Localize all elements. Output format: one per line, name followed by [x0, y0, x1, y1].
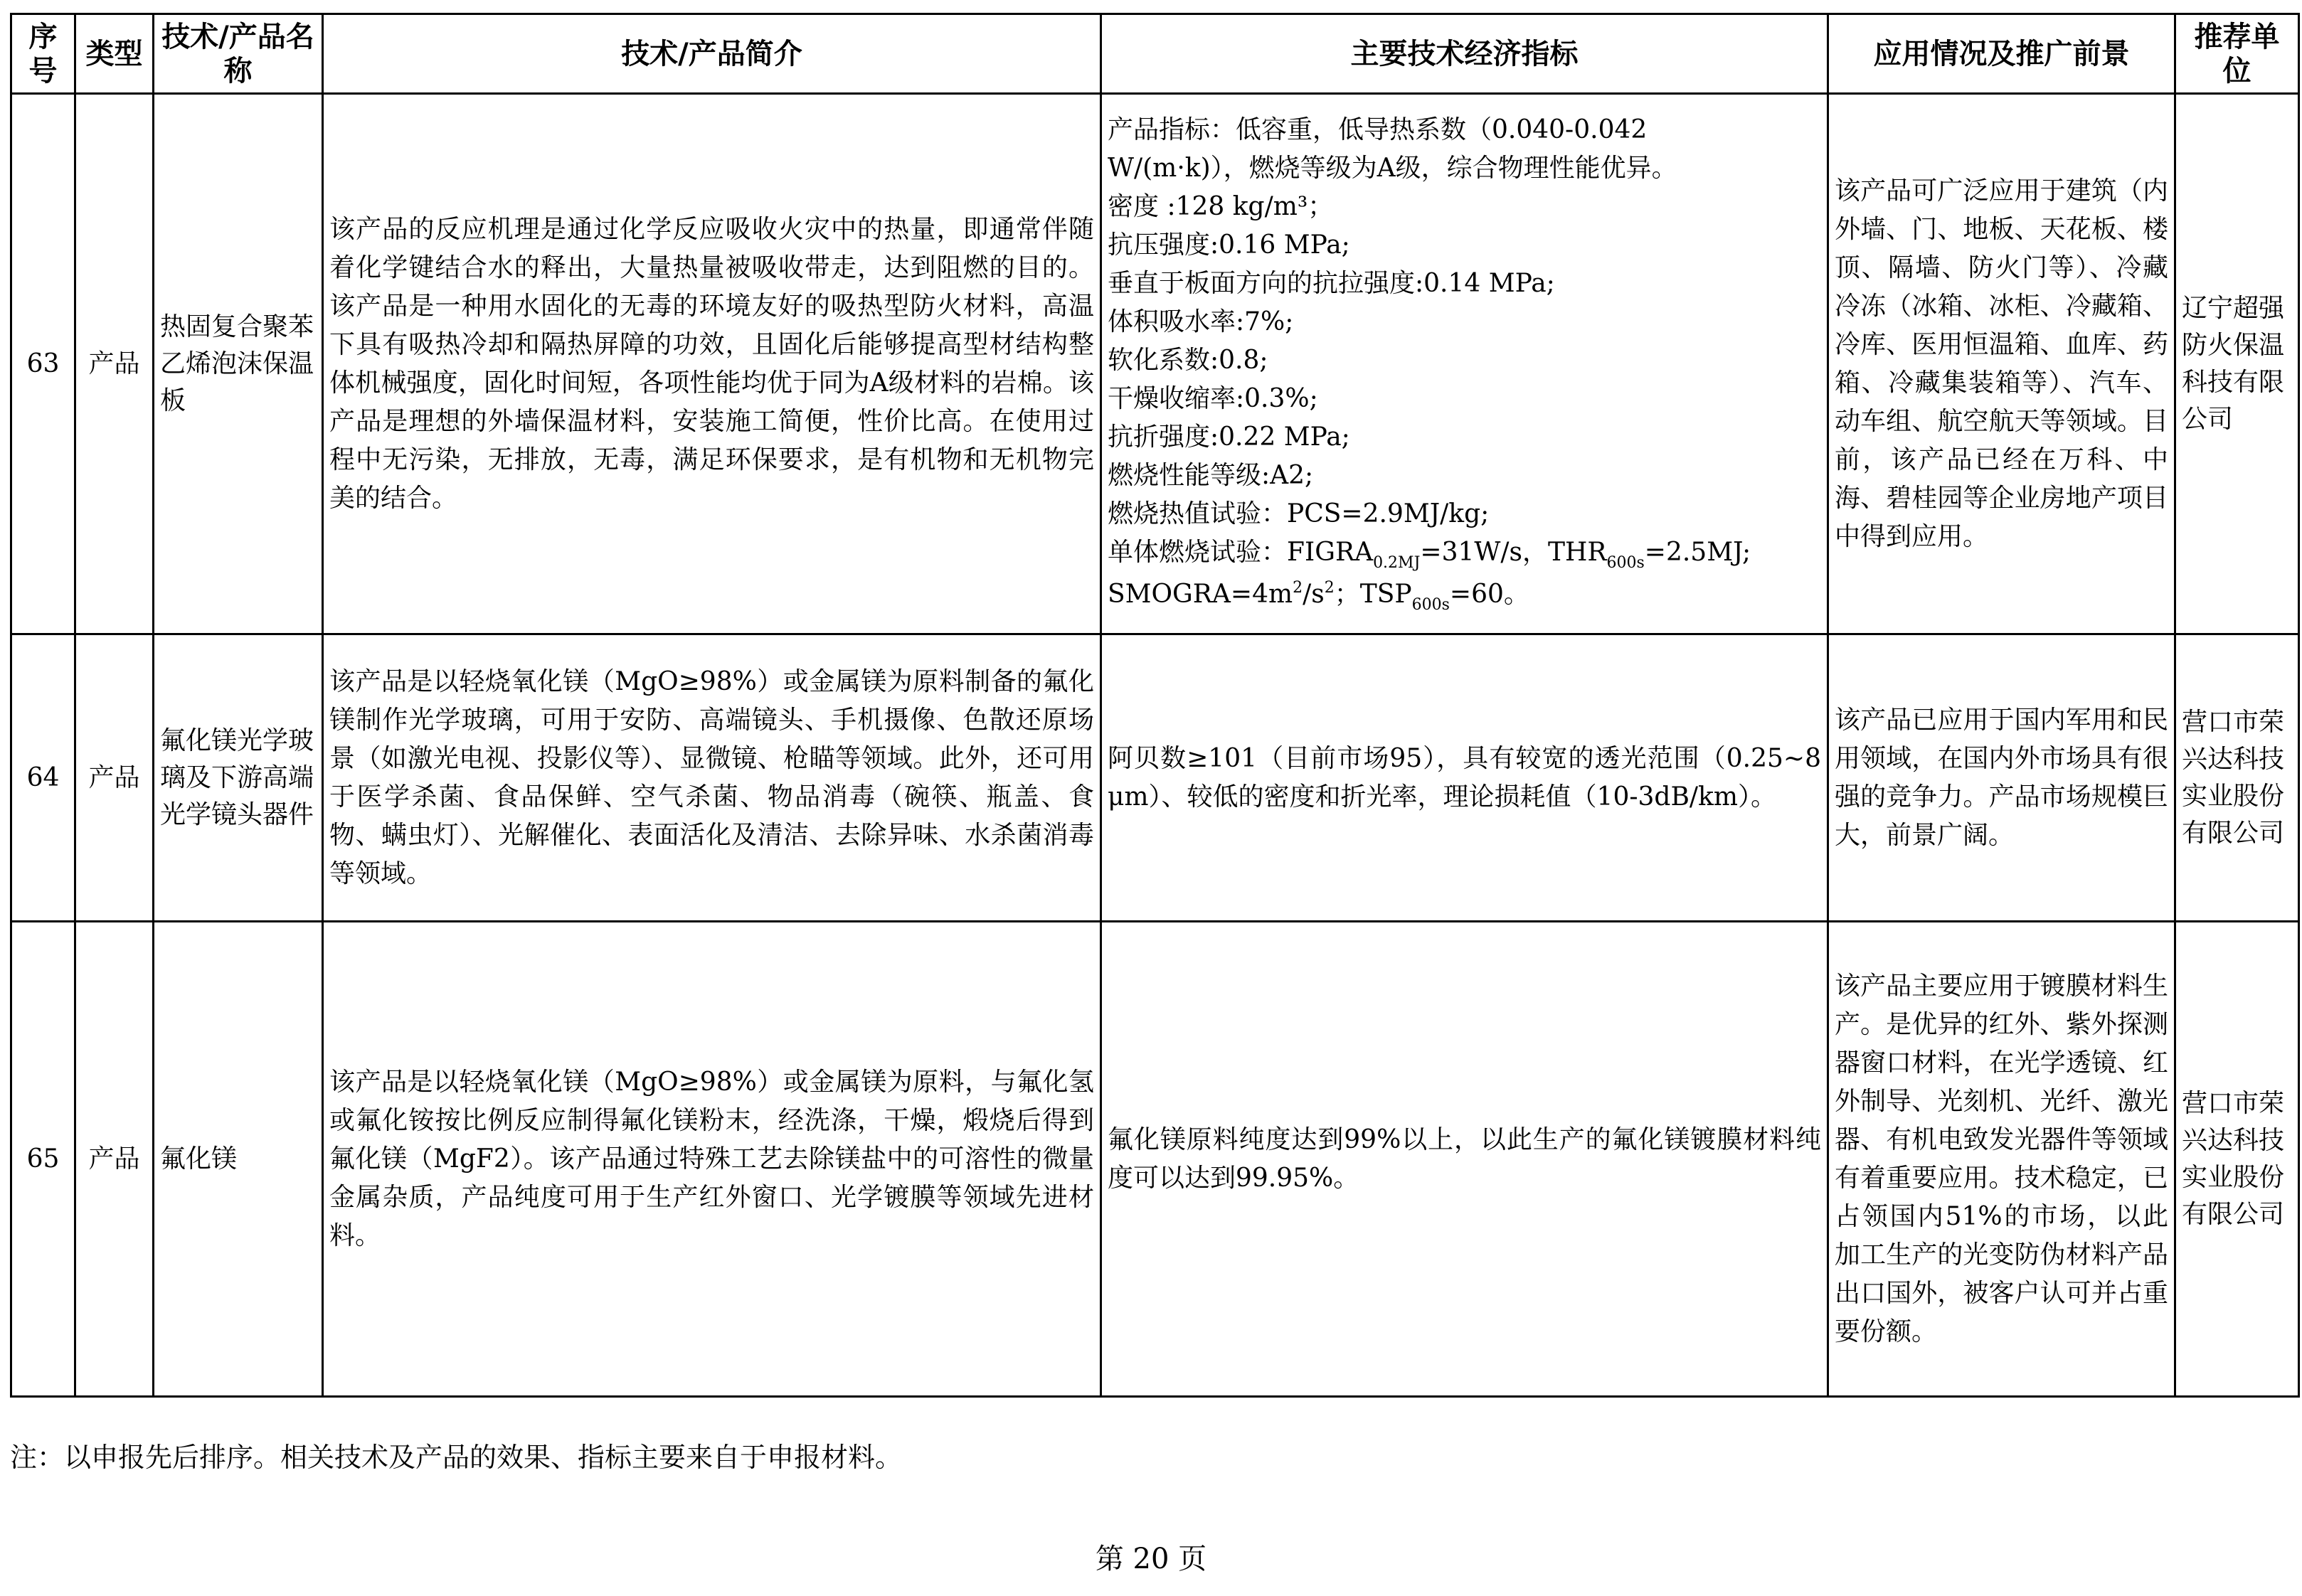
indicator-line: 抗压强度:0.16 MPa;	[1108, 230, 1350, 260]
row-indicators	[1101, 94, 1828, 634]
table-row	[11, 634, 2299, 922]
header-type: 类型	[75, 14, 154, 94]
row-seq: 64	[11, 634, 75, 922]
row-name: 氟化镁	[154, 922, 323, 1397]
indicator-line: 抗折强度:0.22 MPa;	[1108, 422, 1350, 452]
header-indicators: 主要技术经济指标	[1101, 14, 1828, 94]
indicator-subscript: 600s	[1606, 553, 1645, 572]
row-intro: 该产品是以轻烧氧化镁（MgO≥98%）或金属镁为原料，与氟化氢或氟化铵按比例反应制得氟化镁粉末，经洗涤，干燥，煅烧后得到氟化镁（MgF2）。该产品通过特殊工艺去除镁盐中的可溶性的微量金属杂质，产品纯度可用于生产红外窗口、光学镀膜等领域先进材料。	[323, 922, 1101, 1397]
row-unit: 辽宁超强防火保温科技有限公司	[2175, 94, 2299, 634]
indicator-line: 密度 :128 kg/m³；	[1108, 191, 1334, 221]
row-name: 热固复合聚苯乙烯泡沫保温板	[154, 94, 323, 634]
indicator-line	[1108, 575, 1821, 617]
indicator-text: =31W/s，THR	[1420, 537, 1607, 567]
indicator-subscript: 600s	[1411, 595, 1450, 614]
indicator-line	[1108, 533, 1821, 575]
indicator-line: 产品指标：低容重，低导热系数（0.040-0.042	[1108, 115, 1648, 144]
header-seq: 序号	[11, 14, 75, 94]
footnote: 注：以申报先后排序。相关技术及产品的效果、指标主要来自于申报材料。	[10, 1442, 903, 1473]
row-name: 氟化镁光学玻璃及下游高端光学镜头器件	[154, 634, 323, 922]
row-unit: 营口市荣兴达科技实业股份有限公司	[2175, 922, 2299, 1397]
table-row	[11, 94, 2299, 634]
row-seq: 63	[11, 94, 75, 634]
indicator-line: 干燥收缩率:0.3%;	[1108, 383, 1318, 413]
indicator-line: 体积吸水率:7%;	[1108, 307, 1294, 336]
row-application: 该产品主要应用于镀膜材料生产。是优异的红外、紫外探测器窗口材料，在光学透镜、红外制导、光刻机、光纤、激光器、有机电致发光器件等领域有着重要应用。技术稳定，已占领国内51%的市场，以此加工生产的光变防伪材料产品出口国外，被客户认可并占重要份额。	[1828, 922, 2175, 1397]
row-seq: 65	[11, 922, 75, 1397]
row-type: 产品	[75, 94, 154, 634]
row-type: 产品	[75, 634, 154, 922]
table-row	[11, 922, 2299, 1397]
indicator-text: /s	[1303, 579, 1325, 609]
indicator-subscript: 0.2MJ	[1373, 553, 1421, 572]
header-intro: 技术/产品简介	[323, 14, 1101, 94]
indicator-line: 软化系数:0.8;	[1108, 345, 1268, 375]
row-type: 产品	[75, 922, 154, 1397]
indicator-superscript: 2	[1293, 578, 1303, 597]
row-application: 该产品可广泛应用于建筑（内外墙、门、地板、天花板、楼顶、隔墙、防火门等）、冷藏冷冻（冰箱、冰柜、冷藏箱、冷库、医用恒温箱、血库、药箱、冷藏集装箱等）、汽车、动车组、航空航天等领域。目前，该产品已经在万科、中海、碧桂园等企业房地产项目中得到应用。	[1828, 94, 2175, 634]
indicator-text: 单体燃烧试验：FIGRA	[1108, 537, 1374, 567]
page-number: 第 20 页	[1095, 1543, 1207, 1575]
row-indicators: 氟化镁原料纯度达到99%以上，以此生产的氟化镁镀膜材料纯度可以达到99.95%。	[1101, 922, 1828, 1397]
row-indicators: 阿贝数≥101（目前市场95），具有较宽的透光范围（0.25~8μm）、较低的密度和折光率，理论损耗值（10-3dB/km）。	[1101, 634, 1828, 922]
indicator-text: =2.5MJ;	[1644, 537, 1751, 567]
header-name: 技术/产品名称	[154, 14, 323, 94]
indicator-text: =60。	[1449, 579, 1529, 609]
header-unit: 推荐单位	[2175, 14, 2299, 94]
indicator-line: 燃烧热值试验：PCS=2.9MJ/kg;	[1108, 499, 1490, 528]
row-unit: 营口市荣兴达科技实业股份有限公司	[2175, 634, 2299, 922]
indicator-line: 燃烧性能等级:A2;	[1108, 460, 1314, 490]
indicator-text: SMOGRA=4m	[1108, 579, 1293, 609]
header-application: 应用情况及推广前景	[1828, 14, 2175, 94]
indicator-superscript: 2	[1324, 578, 1335, 597]
row-intro: 该产品的反应机理是通过化学反应吸收火灾中的热量，即通常伴随着化学键结合水的释出，大量热量被吸收带走，达到阻燃的目的。该产品是一种用水固化的无毒的环境友好的吸热型防火材料，高温下具有吸热冷却和隔热屏障的功效，且固化后能够提高型材结构整体机械强度，固化时间短，各项性能均优于同为A级材料的岩棉。该产品是理想的外墙保温材料，安装施工简便，性价比高。在使用过程中无污染，无排放，无毒，满足环保要求，是有机物和无机物完美的结合。	[323, 94, 1101, 634]
technology-product-table	[10, 13, 2300, 1398]
row-application: 该产品已应用于国内军用和民用领域，在国内外市场具有很强的竞争力。产品市场规模巨大，前景广阔。	[1828, 634, 2175, 922]
indicator-text: ；TSP	[1334, 579, 1412, 609]
indicator-line: 垂直于板面方向的抗拉强度:0.14 MPa;	[1108, 268, 1555, 298]
row-intro: 该产品是以轻烧氧化镁（MgO≥98%）或金属镁为原料制备的氟化镁制作光学玻璃，可用于安防、高端镜头、手机摄像、色散还原场景（如激光电视、投影仪等）、显微镜、枪瞄等领域。此外，还可用于医学杀菌、食品保鲜、空气杀菌、物品消毒（碗筷、瓶盖、食物、螨虫灯）、光解催化、表面活化及清洁、去除异味、水杀菌消毒等领域。	[323, 634, 1101, 922]
header-row	[11, 14, 2299, 94]
indicator-line: W/(m·k)），燃烧等级为A级，综合物理性能优异。	[1108, 153, 1677, 183]
